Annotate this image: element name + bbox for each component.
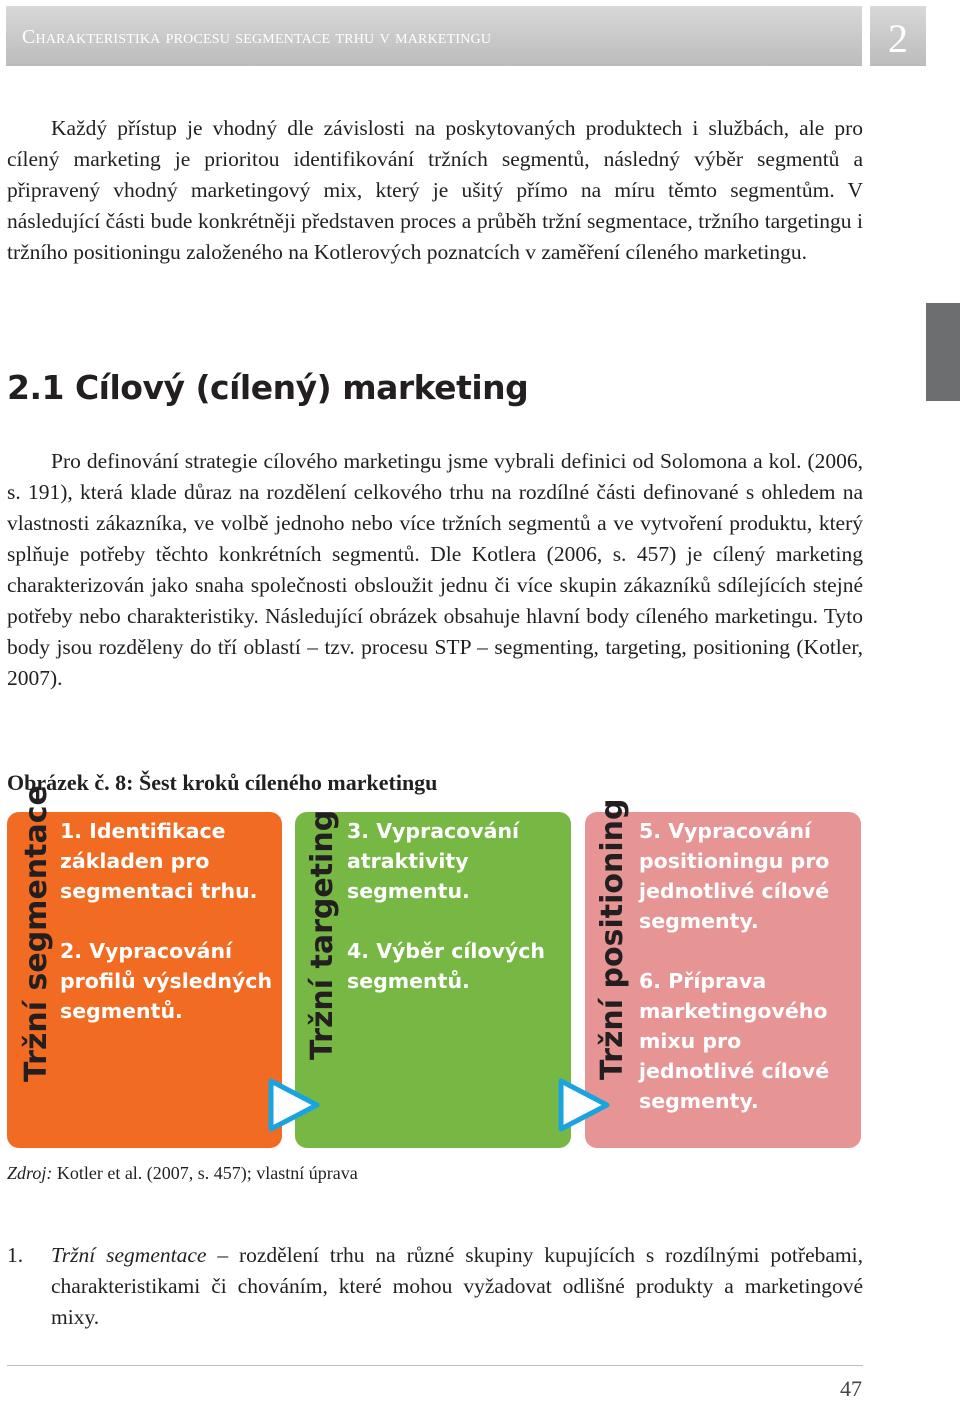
- step-6-line: 6. Příprava: [639, 969, 767, 993]
- list-text: [51, 1240, 863, 1333]
- list-definition: – rozdělení trhu na různé skupiny kupujících s rozdílnými potřebami, charakteristikami či chováním, které mohou vyžadovat odlišné produkty a marketingové mixy.: [51, 1243, 863, 1329]
- positioning-steps: [639, 816, 829, 1116]
- source-prefix: Zdroj:: [7, 1163, 53, 1183]
- step-1-line: 1. Identifikace: [60, 819, 226, 843]
- step-2-line: profilů výsledných: [60, 969, 273, 993]
- step-3-line: atraktivity: [347, 849, 469, 873]
- step-1-line: segmentaci trhu.: [60, 879, 258, 903]
- play-arrow-icon: [263, 1075, 323, 1135]
- positioning-label: Tržní positioning: [595, 798, 630, 1080]
- play-arrow-icon: [553, 1075, 613, 1135]
- step-1-line: základen pro: [60, 849, 210, 873]
- section-heading: 2.1 Cílový (cílený) marketing: [7, 368, 529, 407]
- step-6-line: mixu pro: [639, 1029, 742, 1053]
- source-text: Kotler et al. (2007, s. 457); vlastní úprava: [52, 1163, 358, 1183]
- step-5-line: segmenty.: [639, 909, 759, 933]
- step-6-line: marketingového: [639, 999, 828, 1023]
- step-5-line: 5. Vypracování: [639, 819, 812, 843]
- section-paragraph: [7, 446, 863, 694]
- footer-rule: [7, 1365, 863, 1366]
- list-number: 1.: [7, 1243, 24, 1267]
- step-2-line: segmentů.: [60, 999, 183, 1023]
- chapter-number: 2: [870, 6, 926, 66]
- list-item: [7, 1240, 863, 1333]
- figure-caption: Obrázek č. 8: Šest kroků cíleného marketingu: [7, 770, 438, 795]
- positioning-box: [585, 798, 861, 1148]
- targeting-box: [295, 809, 571, 1148]
- step-5-line: positioningu pro: [639, 849, 830, 873]
- section-text: Pro definování strategie cílového marketingu jsme vybrali definici od Solomona a kol. (2006, s. 191), která klade důraz na rozdělení celkového trhu na rozdílné části definované s ohledem na vlastnosti zákazníka, ve volbě jednoho nebo více tržních segmentů a ve vytvoření produktu, který splňuje potřeby těchto konkrétních segmentů. Dle Kotlera (2006, s. 457) je cílený marketing charakterizován jako snaha společnosti obsloužit jednu či více skupin zákazníků sdílejících stejné potřeby nebo charakteristiky. Následující obrázek obsahuje hlavní body cíleného marketingu. Tyto body jsou rozděleny do tří oblastí – tzv. procesu STP – segmenting, targeting, positioning (Kotler, 2007).: [7, 449, 863, 690]
- step-5-line: jednotlivé cílové: [639, 879, 830, 903]
- intro-text: Každý přístup je vhodný dle závislosti na poskytovaných produktech i službách, ale pro cílený marketing je prioritou identifikování tržních segmentů, následný výběr segmentů a připravený vhodný marketingový mix, který je ušitý přímo na míru těmto segmentům. V následující části bude konkrétněji představen proces a průběh tržní segmentace, tržního targetingu i tržního positioningu založeného na Kotlerových poznatcích v zaměření cíleného marketingu.: [7, 116, 863, 264]
- intro-paragraph: [7, 113, 863, 268]
- targeting-label: Tržní targeting: [305, 809, 340, 1060]
- step-4-line: segmentů.: [347, 969, 470, 993]
- step-6-line: segmenty.: [639, 1089, 759, 1113]
- segmentation-steps: [60, 816, 272, 1026]
- step-4-line: 4. Výběr cílových: [347, 939, 546, 963]
- step-3-line: 3. Vypracování: [347, 819, 520, 843]
- segmentation-box: [7, 785, 282, 1148]
- list-term: Tržní segmentace: [51, 1243, 207, 1267]
- step-2-line: 2. Vypracování: [60, 939, 233, 963]
- step-3-line: segmentu.: [347, 879, 470, 903]
- targeting-steps: [347, 816, 545, 996]
- step-6-line: jednotlivé cílové: [639, 1059, 830, 1083]
- chapter-side-tab: [926, 303, 960, 401]
- running-header-title: Charakteristika procesu segmentace trhu v marketingu: [22, 26, 492, 48]
- page-number: 47: [840, 1376, 862, 1401]
- segmentation-label: Tržní segmentace: [19, 785, 54, 1082]
- figure-source: [7, 1163, 358, 1184]
